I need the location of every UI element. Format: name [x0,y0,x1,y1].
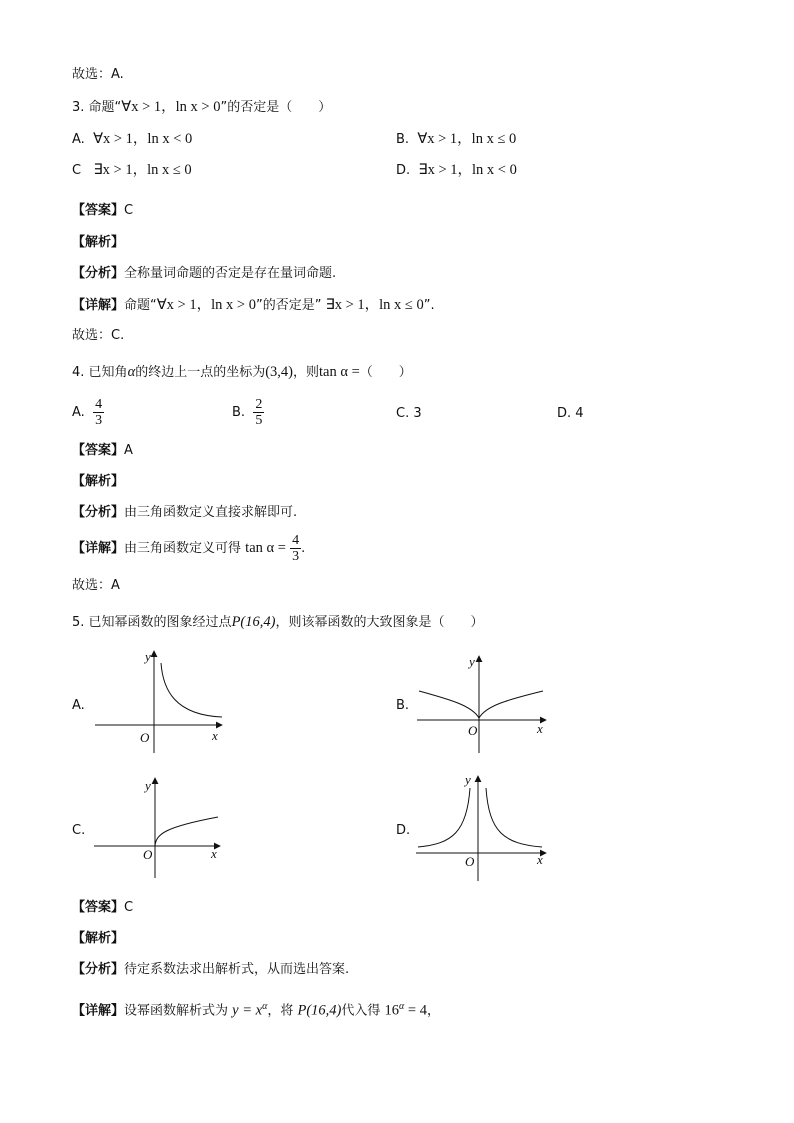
q5-xiangjie [72,998,440,1020]
y-label: y [469,654,475,669]
option-letter: D. [557,406,572,421]
xiangjie-expr2-rest: = 4 [404,1002,427,1019]
option-letter: A. [72,132,85,147]
xiangjie-tag: 【详解】 [72,541,125,556]
q5-answer [72,899,133,917]
xiangjie-tag: 【详解】 [72,298,125,313]
xiangjie-pre: 命题“ [124,298,157,313]
q5-stem [72,613,483,632]
q3-xiangjie [72,296,435,315]
xiangjie-text2: ，将 [267,1003,294,1019]
analysis-tag: 【解析】 [72,931,125,946]
origin-label: O [140,730,150,745]
fenxi-text: 由三角函数定义直接求解即可. [124,505,298,520]
q5-fenxi [72,961,349,979]
q3-stem [72,98,331,117]
xiangjie-point: P(16,4) [297,1002,342,1019]
fraction: $\frac{4}{3}$ [95,397,103,428]
x-label: x [537,721,543,736]
q4-option-d [557,405,584,423]
q5-stem-post: ，则该幂函数的大致图象是（ ） [275,615,484,630]
q3-option-b [396,130,516,149]
analysis-tag: 【解析】 [72,235,125,250]
origin-label: O [143,847,153,862]
q4-option-c [396,405,422,423]
q4-conclusion: 故选：A [72,578,120,593]
origin-label: O [468,723,478,738]
xiangjie-math1: ∀x > 1，ln x > 0 [156,297,256,313]
q5-stem-pre: 已知幂函数的图象经过点 [88,615,232,630]
q3-option-a [72,130,192,149]
q4-stem-post2: （ ） [359,365,412,380]
xiangjie-math2: ∃x > 1，ln x ≤ 0 [325,297,424,313]
xiangjie-post: ”. [423,298,435,313]
xiangjie-text: 由三角函数定义可得 [124,541,242,556]
q4-stem-mid: 的终边上一点的坐标为 [135,365,266,380]
q3-stem-post: ”的否定是（ ） [220,100,332,115]
fenxi-tag: 【分析】 [72,505,125,520]
q4-stem [72,363,412,382]
q4-fenxi [72,504,297,522]
y-label: y [145,649,151,664]
q3-option-c [72,161,192,180]
fenxi-text: 待定系数法求出解析式，从而选出答案. [124,962,350,977]
xiangjie-expr1: y = x [232,1002,263,1019]
fenxi-tag: 【分析】 [72,266,125,281]
curve [419,691,543,718]
xiangjie-text3: 代入得 [341,1003,381,1019]
q3-conclusion: 故选：C. [72,328,125,343]
option-letter: A. [72,405,85,420]
q3-number: 3. [72,100,85,115]
fraction: $\frac{4}{3}$ [292,533,300,564]
q5-point: P(16,4) [231,614,276,630]
xiangjie-expr: tan α = [245,540,286,556]
analysis-tag: 【解析】 [72,474,125,489]
option-letter: B. [396,132,410,147]
q4-point: (3,4) [265,364,293,380]
q4-option-a [72,397,104,428]
q3-stem-pre: 命题“ [88,100,122,115]
y-label: y [145,778,151,793]
xiangjie-mid: ”的否定是” [255,298,326,313]
x-label: x [212,728,218,743]
curve [161,663,222,717]
fenxi-tag: 【分析】 [72,962,125,977]
option-value: 3 [413,406,422,421]
x-label: x [211,846,217,861]
graph-b-letter: B. [396,698,410,713]
graph-c-letter: C. [72,823,86,838]
graph-d [412,772,552,882]
curve [155,817,218,846]
q3-answer [72,202,133,220]
graph-a-letter: A. [72,698,85,713]
q5-analysis-tag [72,930,124,948]
xiangjie-exp: α [262,1001,268,1012]
fraction: $\frac{2}{5}$ [255,397,263,428]
q3-fenxi [72,265,336,283]
q4-xiangjie: 【详解】由三角函数定义可得 tan α = $\frac{4}{3}$ . [72,533,306,564]
curve-right [486,788,542,847]
answer-value: C [124,203,134,218]
q4-tan-expr: tan α = [319,364,360,380]
option-letter: C. [396,406,410,421]
q5-number: 5. [72,615,85,630]
origin-label: O [465,854,475,869]
graph-a [90,645,230,755]
q3-analysis-tag [72,234,124,252]
answer-value: A [124,443,133,458]
graph-c [90,772,230,882]
q4-analysis-tag [72,473,124,491]
graph-b [412,650,552,760]
q4-option-b [232,397,264,428]
q3-option-d [396,161,517,180]
option-math: ∀x > 1，ln x < 0 [93,131,193,147]
option-letter: C [72,163,82,178]
xiangjie-text4: ， [426,1003,440,1019]
q4-stem-post1: ，则 [293,365,320,380]
answer-value: C [124,900,134,915]
curve-left [418,788,470,847]
graph-d-letter: D. [396,823,411,838]
answer-tag: 【答案】 [72,443,125,458]
option-math: ∃x > 1，ln x < 0 [418,162,517,178]
option-value: 4 [575,406,584,421]
xiangjie-expr2-base: 16 [384,1002,400,1019]
y-label: y [465,772,471,787]
x-label: x [537,852,543,867]
xiangjie-text1: 设幂函数解析式为 [124,1003,229,1019]
option-letter: B. [232,405,246,420]
fenxi-text: 全称量词命题的否定是存在量词命题. [124,266,337,281]
q4-answer [72,442,133,460]
option-letter: D. [396,163,411,178]
q4-number: 4. [72,365,85,380]
option-math: ∀x > 1，ln x ≤ 0 [417,131,517,147]
xiangjie-expr2-exp: α [399,1001,405,1012]
answer-tag: 【答案】 [72,203,125,218]
q4-stem-pre: 已知角 [88,365,128,380]
option-math: ∃x > 1，ln x ≤ 0 [93,162,192,178]
q3-stem-math: ∀x > 1，ln x > 0 [121,99,221,115]
xiangjie-tag: 【详解】 [72,1003,125,1019]
q4-alpha: α [127,364,136,380]
q2-conclusion: 故选：A. [72,67,124,82]
answer-tag: 【答案】 [72,900,125,915]
